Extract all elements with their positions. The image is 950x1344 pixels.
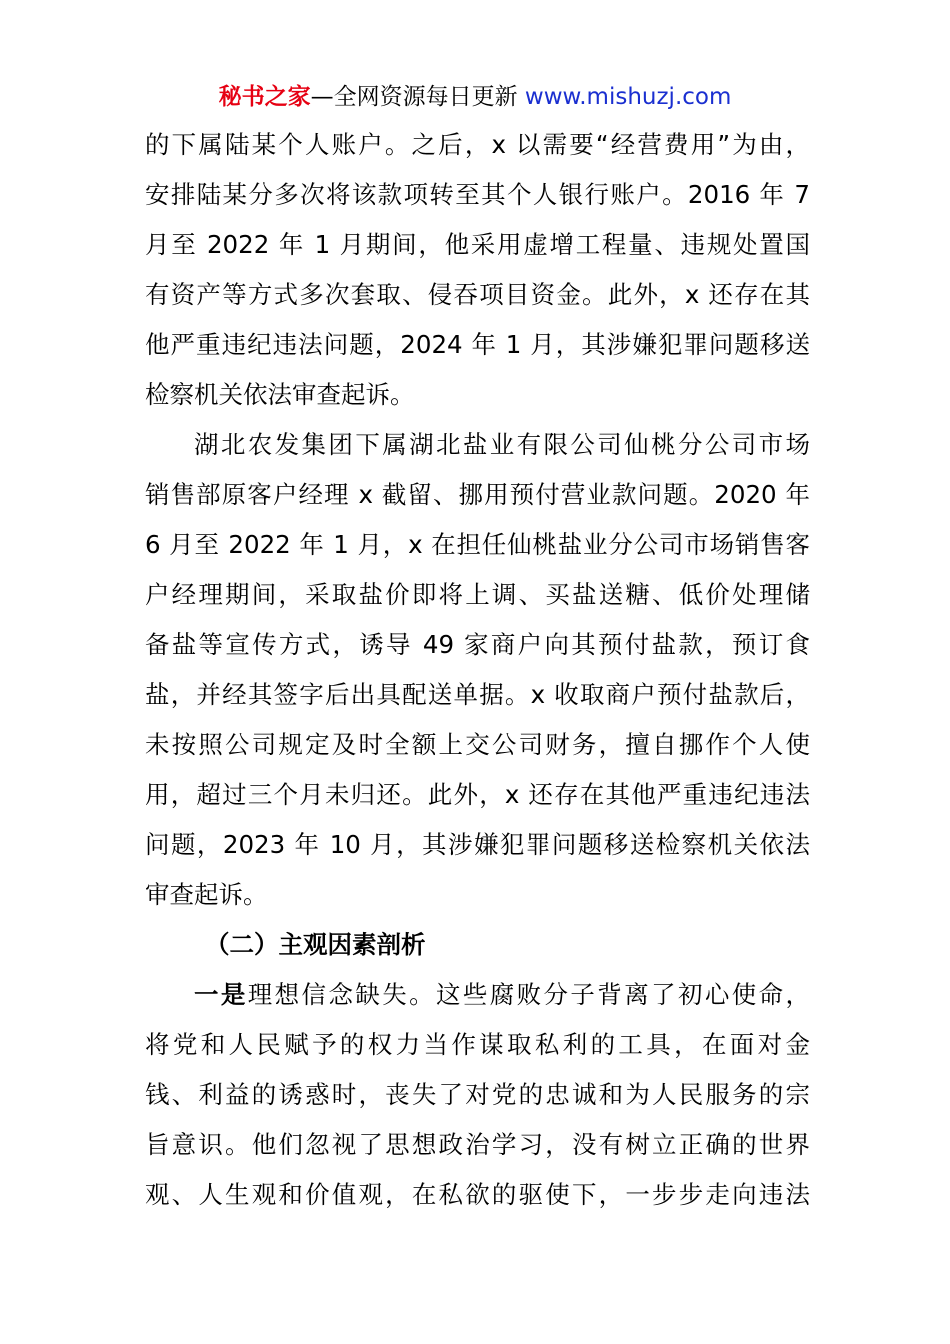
text-line: 问题，2023 年 10 月，其涉嫌犯罪问题移送检察机关依法 bbox=[145, 830, 810, 859]
section-heading: （二）主观因素剖析 bbox=[205, 930, 426, 959]
text-line: 未按照公司规定及时全额上交公司财务，擅自挪作个人使 bbox=[145, 730, 810, 759]
text-line: 的下属陆某个人账户。之后，x 以需要“经营费用”为由， bbox=[145, 130, 810, 159]
text-line: 6 月至 2022 年 1 月，x 在担任仙桃盐业分公司市场销售客 bbox=[145, 530, 810, 559]
banner-tagline: —全网资源每日更新 bbox=[310, 84, 518, 110]
text-line: 审查起诉。 bbox=[145, 880, 268, 909]
text-line: 备盐等宣传方式，诱导 49 家商户向其预付盐款，预订食 bbox=[145, 630, 810, 659]
text-line: 盐，并经其签字后出具配送单据。x 收取商户预付盐款后， bbox=[145, 680, 810, 709]
point-marker: 一是 bbox=[194, 980, 248, 1009]
site-url-link[interactable]: www.mishuzj.com bbox=[524, 84, 732, 110]
site-banner bbox=[0, 80, 950, 114]
text-line: 有资产等方式多次套取、侵吞项目资金。此外，x 还存在其 bbox=[145, 280, 810, 309]
text-line: 销售部原客户经理 x 截留、挪用预付营业款问题。2020 年 bbox=[145, 480, 810, 509]
text-line: 旨意识。他们忽视了思想政治学习，没有树立正确的世界 bbox=[145, 1130, 810, 1159]
text-line: 观、人生观和价值观，在私欲的驱使下，一步步走向违法 bbox=[145, 1180, 810, 1209]
text-line: 检察机关依法审查起诉。 bbox=[145, 380, 415, 409]
brand-name: 秘书之家 bbox=[218, 84, 311, 110]
text-line: 将党和人民赋予的权力当作谋取私利的工具，在面对金 bbox=[145, 1030, 810, 1059]
text-line: 安排陆某分多次将该款项转至其个人银行账户。2016 年 7 bbox=[145, 180, 810, 209]
text-line: 月至 2022 年 1 月期间，他采用虚增工程量、违规处置国 bbox=[145, 230, 810, 259]
document-body bbox=[145, 120, 810, 1220]
text-line: 户经理期间，采取盐价即将上调、买盐送糖、低价处理储 bbox=[145, 580, 810, 609]
text-line: 用，超过三个月未归还。此外，x 还存在其他严重违纪违法 bbox=[145, 780, 810, 809]
text-line: 钱、利益的诱惑时，丧失了对党的忠诚和为人民服务的宗 bbox=[145, 1080, 810, 1109]
text-line: 他严重违纪违法问题，2024 年 1 月，其涉嫌犯罪问题移送 bbox=[145, 330, 810, 359]
text-line bbox=[145, 970, 810, 1020]
text-line: 湖北农发集团下属湖北盐业有限公司仙桃分公司市场 bbox=[194, 430, 810, 459]
text-span: 理想信念缺失。这些腐败分子背离了初心使命， bbox=[247, 980, 810, 1009]
